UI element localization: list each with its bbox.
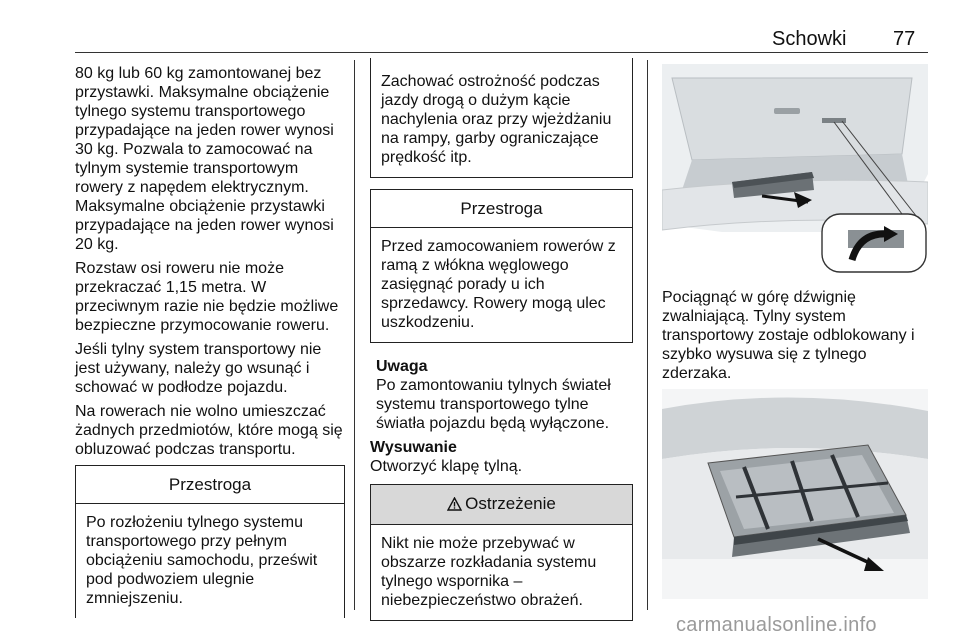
caution-box-carbon-frame	[370, 189, 633, 343]
paragraph-load: 80 kg lub 60 kg zamontowanej bez przystawki. Maksymalne obciążenie tylnego systemu transportowego przypadające na jeden rower wynosi 30 kg. Pozwala to zamocować na tylnym systemie transportowym rowery z napędem elektrycznym. Maksymalne obciążenie przystawki przypadające na jeden rower wynosi 20 kg.	[75, 65, 334, 253]
warning-body: Nikt nie może przebywać w obszarze rozkładania systemu tylnego wspornika – niebezpieczeństwo obrażeń.	[381, 535, 597, 609]
column-3	[662, 64, 928, 613]
caution-title: Przestroga	[76, 466, 344, 504]
header-rule	[75, 52, 928, 53]
caption-release-lever: Pociągnąć w górę dźwignię zwalniającą. Tylny system transportowy zostaje odblokowany i szybko wysuwa się z tylnego zderzaka.	[662, 289, 915, 382]
note-body: Po zamontowaniu tylnych świateł systemu transportowego tylne światła pojazdu będą wyłączone.	[376, 377, 611, 432]
section-title: Schowki	[772, 28, 847, 50]
column-1	[75, 64, 345, 618]
warning-header	[371, 485, 632, 525]
step-open-tailgate: Otworzyć klapę tylną.	[370, 458, 523, 475]
paragraph-loose-items: Na rowerach nie wolno umieszczać żadnych przedmiotów, które mogą się obluzować podczas transportu.	[75, 403, 343, 458]
release-lever-illustration	[662, 64, 928, 274]
watermark: carmanualsonline.info	[676, 614, 877, 636]
warning-triangle-icon	[447, 496, 462, 515]
page-number: 77	[893, 28, 916, 50]
warning-title: Ostrzeżenie	[465, 494, 556, 513]
caution-body: Po rozłożeniu tylnego systemu transportowego przy pełnym obciążeniu samochodu, prześwit pod podwoziem ulegnie zmniejszeniu.	[86, 514, 318, 607]
subheading-extension: Wysuwanie	[370, 439, 457, 456]
column-2	[370, 64, 633, 621]
paragraph-storage: Jeśli tylny system transportowy nie jest używany, należy go wsunąć i schować w podłodze pojazdu.	[75, 341, 322, 396]
extended-carrier-illustration	[662, 389, 928, 599]
note-title: Uwaga	[376, 358, 428, 375]
caution-body: Przed zamocowaniem rowerów z ramą z włókna węglowego zasięgnąć porady u ich sprzedawcy. Rowery mogą ulec uszkodzeniu.	[381, 238, 616, 331]
column-divider-1	[354, 60, 355, 610]
caution-title: Przestroga	[371, 190, 632, 228]
paragraph-wheelbase: Rozstaw osi roweru nie może przekraczać 1,15 metra. W przeciwnym razie nie będzie możliwe bezpieczne przymocowanie roweru.	[75, 260, 339, 334]
warning-box	[370, 484, 633, 621]
caution-box-ground-clearance	[75, 465, 345, 618]
caution-box-continued: Zachować ostrożność podczas jazdy drogą o dużym kącie nachylenia oraz przy wjeżdżaniu na rampy, garby ograniczające prędkość itp.	[370, 58, 633, 178]
column-divider-2	[647, 60, 648, 610]
